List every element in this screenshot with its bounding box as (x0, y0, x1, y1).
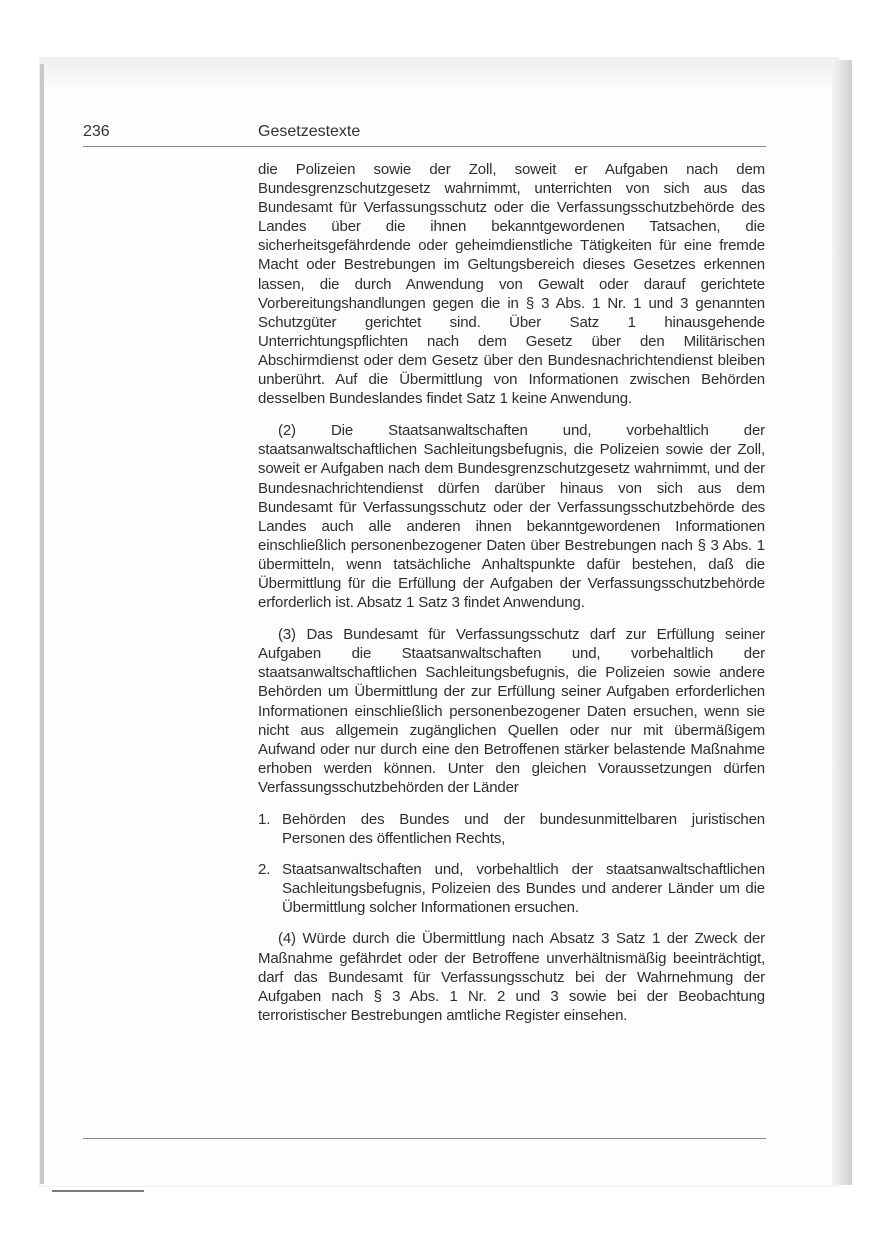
header-rule (83, 146, 766, 147)
scan-right-edge (832, 60, 852, 1185)
page-number: 236 (83, 123, 110, 140)
document-body (258, 160, 765, 1038)
list-item-number: 1. (258, 811, 271, 828)
paragraph-4: (4) Würde durch die Übermittlung nach Absatz 3 Satz 1 der Zweck der Maßnahme gefährdet oder der Betroffene unverhältnismäßig beeinträchtigt, darf das Bundesamt für Verfassungsschutz bei der Wahrnehmung der Aufgaben nach § 3 Abs. 1 Nr. 2 und 3 sowie bei der Beobachtung terroristischer Bestrebungen amtliche Register einsehen. (258, 930, 765, 1024)
list-item-number: 2. (258, 861, 271, 879)
list-item (258, 810, 765, 848)
list-item (258, 860, 765, 917)
footer-rule (83, 1138, 766, 1139)
list-item-text: Staatsanwaltschaften und, vorbehaltlich der staatsanwaltschaftlichen Sachleitungsbefugnis, Polizeien des Bundes und anderer Länder um die Übermittlung solcher Informationen ersuchen. (282, 861, 765, 917)
scan-left-edge (40, 64, 44, 1184)
paragraph-3: (3) Das Bundesamt für Verfassungsschutz darf zur Erfüllung seiner Aufgaben die Staatsanwaltschaften und, vorbehaltlich der staatsanwaltschaftlichen Sachleitungsbefugnis, die Polizeien sowie andere Behörden um Übermittlung der zur Erfüllung seiner Aufgaben erforderlichen Informationen einschließlich personenbezogener Daten ersuchen, wenn sie nicht aus allgemein zugänglichen Quellen oder nur mit übermäßigem Aufwand oder nur durch eine den Betroffenen stärker belastende Maßnahme erhoben werden können. Unter den gleichen Voraussetzungen dürfen Verfassungsschutzbehörden der Länder (258, 626, 765, 796)
scan-stray-mark (52, 1190, 144, 1192)
numbered-list (258, 810, 765, 917)
running-header (83, 120, 766, 144)
paragraph-2: (2) Die Staatsanwaltschaften und, vorbehaltlich der staatsanwaltschaftlichen Sachleitungsbefugnis, die Polizeien sowie der Zoll, soweit er Aufgaben nach dem Bundesgrenzschutzgesetz wahrnimmt, und der Bundesnachrichtendienst dürfen darüber hinaus von sich aus dem Bundesamt für Verfassungsschutz oder der Verfassungsschutzbehörde des Landes auch alle anderen ihnen bekanntgewordenen Informationen einschließlich personenbezogener Daten über Bestrebungen nach § 3 Abs. 1 übermitteln, wenn tatsächliche Anhaltspunkte dafür bestehen, daß die Übermittlung für die Erfüllung der Aufgaben der Verfassungsschutzbehörde erforderlich ist. Absatz 1 Satz 3 findet Anwendung. (258, 422, 765, 612)
list-item-text: Behörden des Bundes und der bundesunmittelbaren juristischen Personen des öffentlichen Rechts, (282, 811, 765, 848)
scan-top-shadow (40, 58, 838, 92)
header-title: Gesetzestexte (258, 123, 361, 140)
paragraph-continuation: die Polizeien sowie der Zoll, soweit er Aufgaben nach dem Bundesgrenzschutzgesetz wahrnimmt, unterrichten von sich aus das Bundesamt für Verfassungsschutz oder die Verfassungsschutzbehörde des Landes über die ihnen bekanntgewordenen Tatsachen, die sicherheitsgefährdende oder geheimdienstliche Tätigkeiten für eine fremde Macht oder Bestrebungen im Geltungsbereich dieses Gesetzes erkennen lassen, die durch Anwendung von Gewalt oder darauf gerichtete Vorbereitungshandlungen gegen die in § 3 Abs. 1 Nr. 1 und 3 genannten Schutzgüter gerichtet sind. Über Satz 1 hinausgehende Unterrichtungspflichten nach dem Gesetz über den Militärischen Abschirmdienst oder dem Gesetz über den Bundesnachrichtendienst bleiben unberührt. Auf die Übermittlung von Informationen zwischen Behörden desselben Bundeslandes findet Satz 1 keine Anwendung. (258, 161, 765, 408)
